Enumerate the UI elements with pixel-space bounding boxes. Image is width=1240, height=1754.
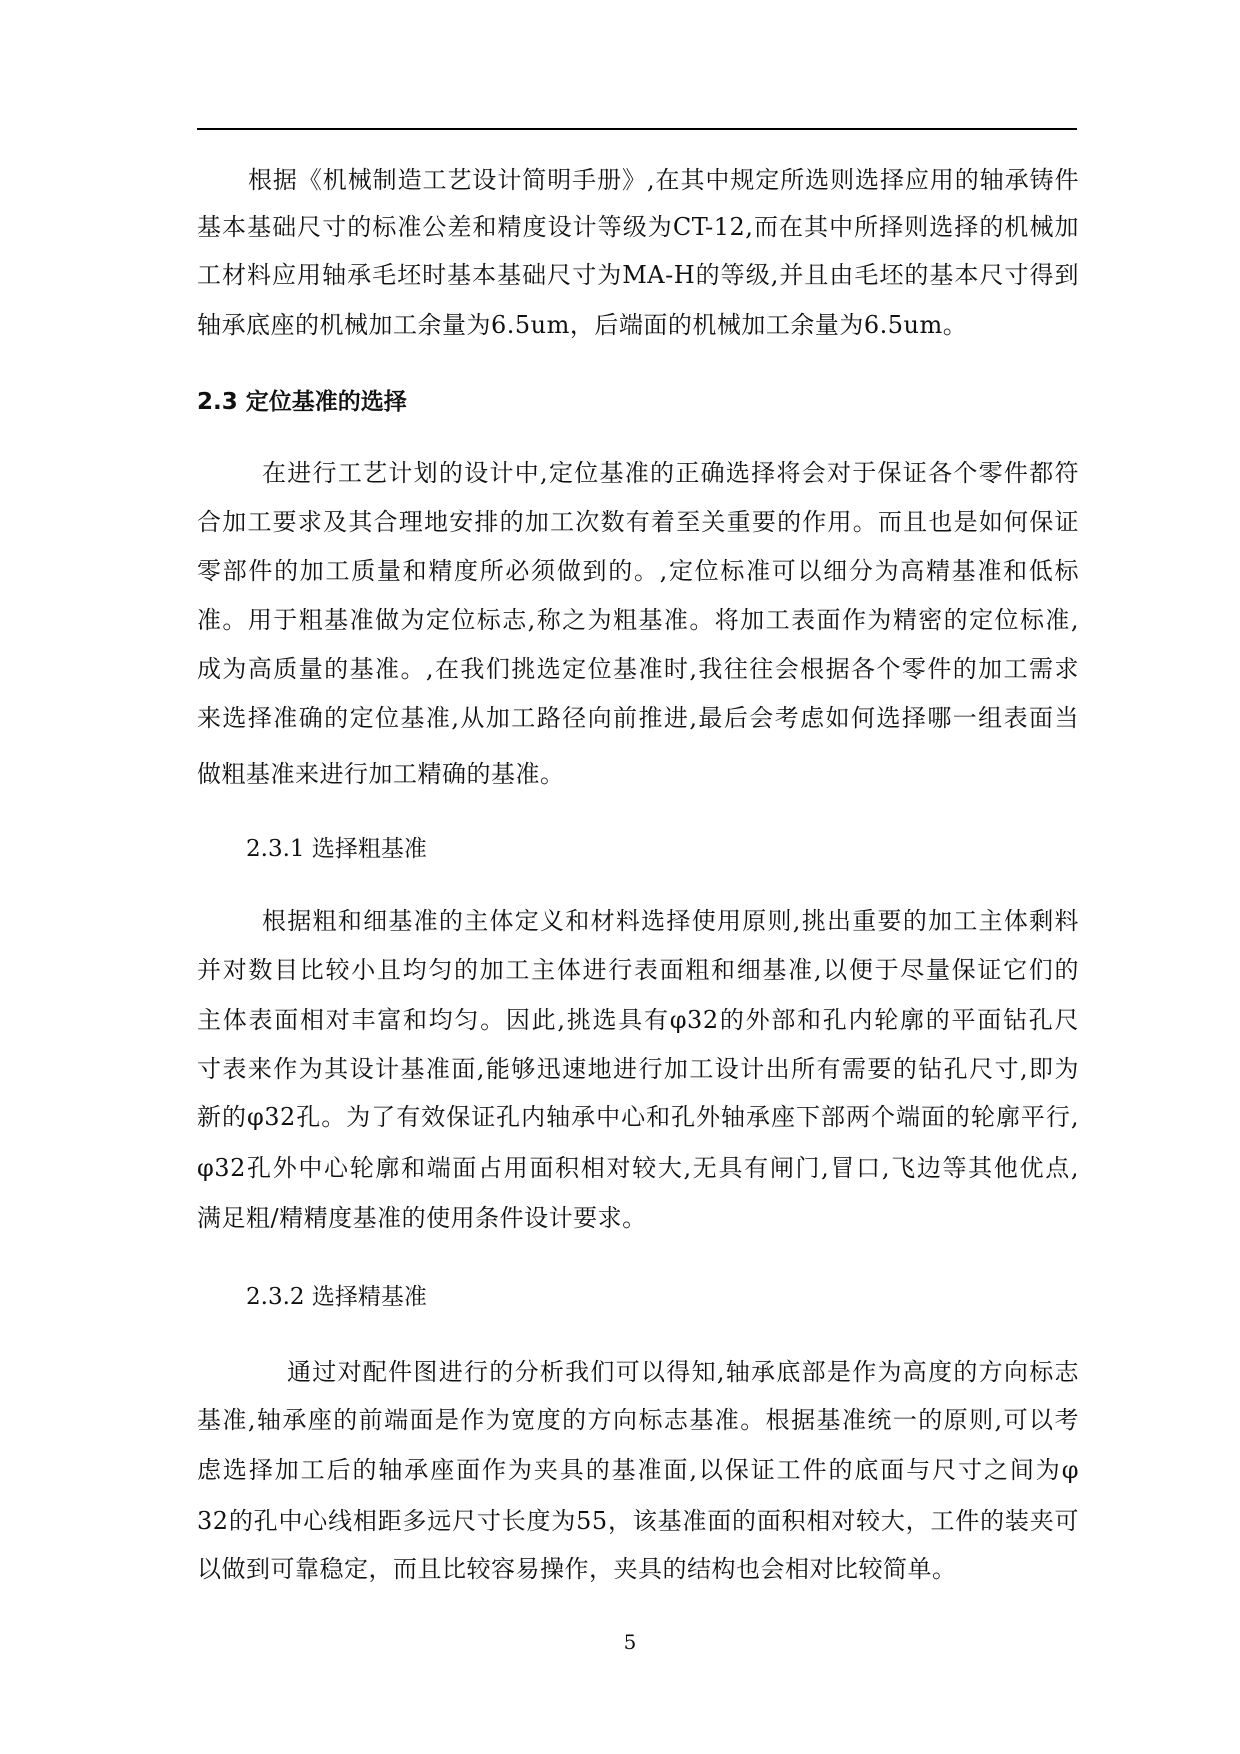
paragraph-3-line: 主体表面相对丰富和均匀。因此,挑选具有φ32的外部和孔内轮廓的平面钻孔尺 <box>197 1006 1079 1034</box>
paragraph-4-line: 以做到可靠稳定，而且比较容易操作，夹具的结构也会相对比较简单。 <box>197 1555 957 1583</box>
paragraph-2-line: 在进行工艺计划的设计中,定位基准的正确选择将会对于保证各个零件都符 <box>262 459 1079 487</box>
page-number: 5 <box>623 1630 637 1654</box>
paragraph-1-line: 根据《机械制造工艺设计简明手册》,在其中规定所选则选择应用的轴承铸件 <box>248 166 1079 194</box>
paragraph-3-line: 满足粗/精精度基准的使用条件设计要求。 <box>197 1204 647 1232</box>
paragraph-4-line: 基准,轴承座的前端面是作为宽度的方向标志基准。根据基准统一的原则,可以考 <box>197 1406 1079 1434</box>
paragraph-1-line: 轴承底座的机械加工余量为6.5um，后端面的机械加工余量为6.5um。 <box>197 311 968 339</box>
paragraph-2-line: 成为高质量的基准。,在我们挑选定位基准时,我往往会根据各个零件的加工需求 <box>197 655 1079 683</box>
subsection-heading-2-3-2: 2.3.2 选择精基准 <box>246 1284 427 1310</box>
paragraph-2-line: 来选择准确的定位基准,从加工路径向前推进,最后会考虑如何选择哪一组表面当 <box>197 704 1079 732</box>
paragraph-2-line: 零部件的加工质量和精度所必须做到的。,定位标准可以细分为高精基准和低标 <box>197 557 1079 585</box>
paragraph-3-line: φ32孔外中心轮廓和端面占用面积相对较大,无具有闸门,冒口,飞边等其他优点, <box>197 1154 1079 1182</box>
header-rule <box>197 128 1077 130</box>
paragraph-4-line: 虑选择加工后的轴承座面作为夹具的基准面,以保证工件的底面与尺寸之间为φ <box>197 1456 1079 1484</box>
paragraph-4-line: 通过对配件图进行的分析我们可以得知,轴承底部是作为高度的方向标志 <box>287 1358 1079 1386</box>
paragraph-3-line: 并对数目比较小且均匀的加工主体进行表面粗和细基准,以便于尽量保证它们的 <box>197 956 1079 984</box>
paragraph-2-line: 做粗基准来进行加工精确的基准。 <box>197 760 565 788</box>
paragraph-2-line: 准。用于粗基准做为定位标志,称之为粗基准。将加工表面作为精密的定位标准, <box>197 606 1079 634</box>
paragraph-3-line: 寸表来作为其设计基准面,能够迅速地进行加工设计出所有需要的钻孔尺寸,即为 <box>197 1055 1079 1083</box>
paragraph-1-line: 基本基础尺寸的标准公差和精度设计等级为CT-12,而在其中所择则选择的机械加 <box>197 213 1079 241</box>
paragraph-3-line: 根据粗和细基准的主体定义和材料选择使用原则,挑出重要的加工主体剩料 <box>262 907 1079 935</box>
paragraph-4-line: 32的孔中心线相距多远尺寸长度为55，该基准面的面积相对较大，工件的装夹可 <box>197 1507 1079 1535</box>
paragraph-2-line: 合加工要求及其合理地安排的加工次数有着至关重要的作用。而且也是如何保证 <box>197 508 1079 536</box>
subsection-heading-2-3-1: 2.3.1 选择粗基准 <box>246 836 427 862</box>
paragraph-3-line: 新的φ32孔。为了有效保证孔内轴承中心和孔外轴承座下部两个端面的轮廓平行, <box>197 1103 1079 1131</box>
paragraph-1-line: 工材料应用轴承毛坯时基本基础尺寸为MA-H的等级,并且由毛坯的基本尺寸得到 <box>197 261 1079 289</box>
section-heading-2-3: 2.3 定位基准的选择 <box>197 389 407 415</box>
